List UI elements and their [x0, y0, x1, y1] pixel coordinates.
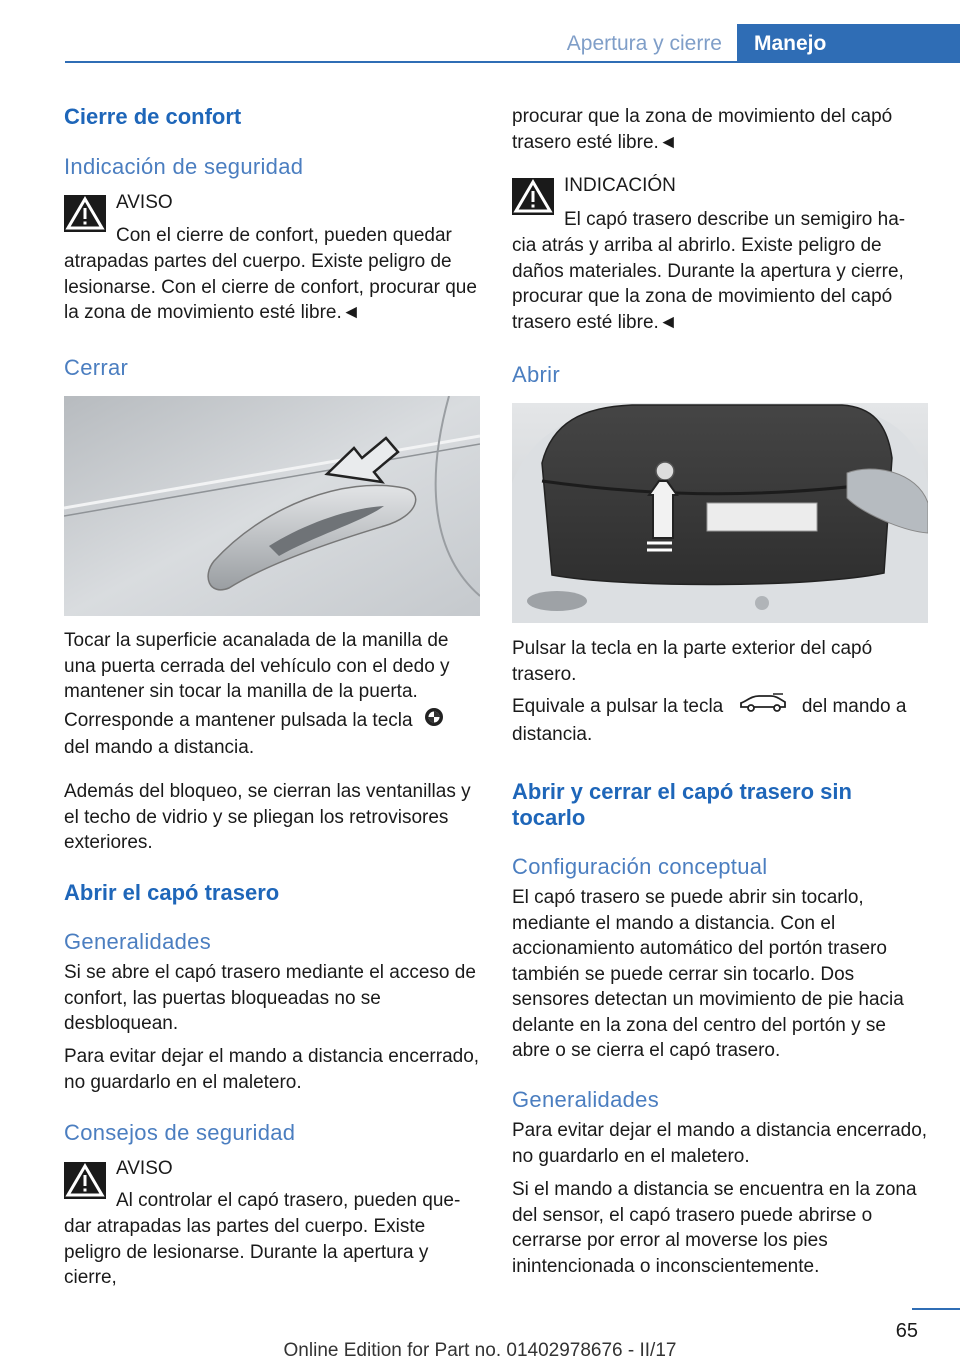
- header-section-title: Apertura y cierre: [566, 32, 722, 55]
- warning-icon: [64, 195, 106, 232]
- paragraph-corresponde-b: del mando a distancia.: [64, 736, 255, 758]
- notice-label: INDICACIÓN: [564, 175, 676, 196]
- notice-text: cia atrás y arriba al abrirlo. Existe peligro de daños materiales. Durante la apertura y cierre, procurar que la zona de movimiento del capó trasero esté libre.◄: [512, 235, 904, 333]
- warning-text-first: Al controlar el capó trasero, pueden que-: [116, 1190, 461, 1211]
- heading-cierre-confort: Cierre de confort: [64, 104, 242, 129]
- heading-abrir: Abrir: [512, 362, 560, 387]
- warning-text: dar atrapadas las partes del cuerpo. Existe peligro de lesionarse. Durante la apertura y cierre,: [64, 1216, 429, 1288]
- door-handle-image: [64, 396, 480, 616]
- trunk-image: [512, 403, 928, 623]
- paragraph-corresponde-a: Corresponde a mantener pulsada la tecla: [64, 709, 413, 731]
- paragraph-ademas: Además del bloqueo, se cierran las ventanillas y el techo de vidrio y se pliegan los retrovisores exteriores.: [64, 781, 471, 853]
- heading-cerrar: Cerrar: [64, 355, 129, 380]
- warning-label: AVISO: [116, 192, 173, 213]
- paragraph-equivale: [512, 692, 928, 747]
- warning-text: atrapadas partes del cuerpo. Existe peligro de lesionarse. Con el cierre de confort, procurar que la zona de movimiento esté libre.◄: [64, 251, 477, 323]
- paragraph-tocar: Tocar la superficie acanalada de la manilla de una puerta cerrada del vehículo con el dedo y mantener sin tocar la manilla de la puerta.: [64, 630, 450, 702]
- heading-generalidades-2: Generalidades: [512, 1087, 659, 1112]
- heading-generalidades: Generalidades: [64, 929, 211, 954]
- warning-icon: [64, 1162, 106, 1199]
- header-tab-manejo[interactable]: Manejo: [737, 24, 960, 63]
- heading-indicacion-seguridad: Indicación de seguridad: [64, 154, 304, 179]
- paragraph-corresponde: [64, 707, 480, 760]
- notice-text-first: El capó trasero describe un semigiro ha-: [564, 209, 906, 230]
- heading-configuracion: Configuración conceptual: [512, 854, 768, 879]
- heading-abrir-capo: Abrir el capó trasero: [64, 880, 280, 905]
- car-trunk-icon: [737, 692, 789, 722]
- bmw-logo-icon: [424, 707, 444, 735]
- paragraph-para-evitar-2: Para evitar dejar el mando a distancia encerrado, no guardarlo en el maletero.: [512, 1120, 928, 1167]
- paragraph-equivale-b: del mando a distancia.: [512, 695, 907, 745]
- paragraph-equivale-a: Equivale a pulsar la tecla: [512, 695, 724, 717]
- paragraph-si-el-mando: Si el mando a distancia se encuentra en la zona del sensor, el capó trasero puede abrirse o cerrarse por error al moverse los pies inintencionada o inconscientemente.: [512, 1179, 917, 1277]
- heading-consejos: Consejos de seguridad: [64, 1120, 296, 1145]
- header-divider: [65, 61, 960, 63]
- paragraph-si-se-abre: Si se abre el capó trasero mediante el acceso de confort, las puertas bloqueadas no se desbloquean.: [64, 962, 476, 1034]
- heading-abrir-cerrar: Abrir y cerrar el capó trasero sin tocarlo: [512, 779, 852, 830]
- paragraph-para-evitar: Para evitar dejar el mando a distancia encerrado, no guardarlo en el maletero.: [64, 1046, 480, 1093]
- warning-label: AVISO: [116, 1158, 173, 1179]
- warning-text-first: Con el cierre de confort, pueden quedar: [116, 225, 452, 246]
- footer-divider: [912, 1308, 960, 1310]
- paragraph-pulsar: Pulsar la tecla en la parte exterior del capó trasero.: [512, 638, 873, 685]
- paragraph-continuation: procurar que la zona de movimiento del capó trasero esté libre.◄: [512, 106, 893, 153]
- notice-icon: [512, 178, 554, 215]
- page-number: 65: [895, 1320, 918, 1342]
- footer-edition: Online Edition for Part no. 01402978676 - II/17: [283, 1340, 677, 1361]
- paragraph-configuracion: El capó trasero se puede abrir sin tocarlo, mediante el mando a distancia. Con el accionamiento automático del portón trasero también se puede cerrar sin tocarlo. Dos sensores detectan un movimiento de pie hacia delante en la zona del centro del portón y se abre o se cierra el capó trasero.: [512, 887, 904, 1061]
